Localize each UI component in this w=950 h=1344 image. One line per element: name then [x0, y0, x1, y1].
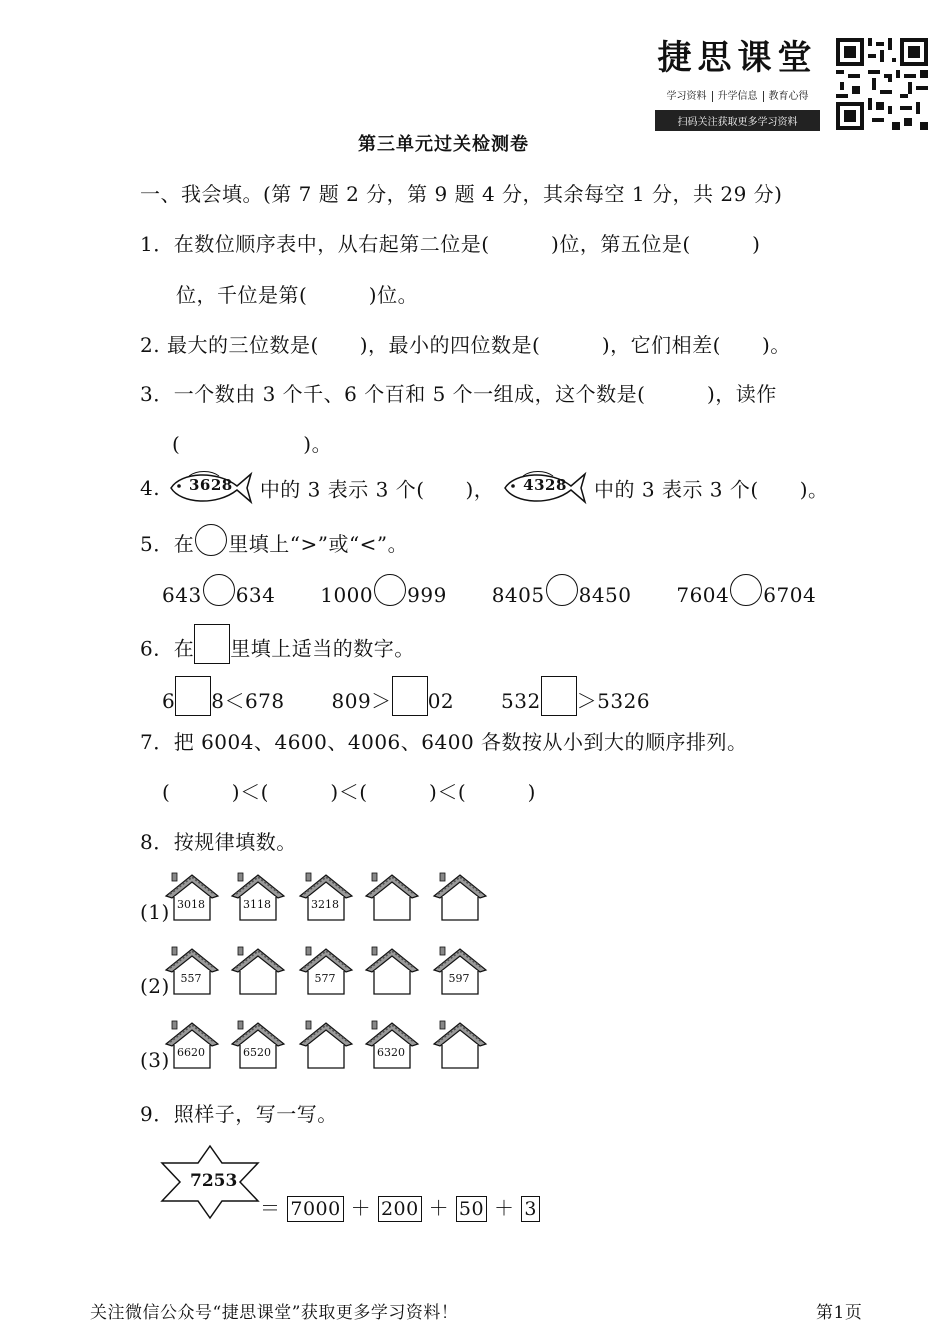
digit-item: [332, 689, 455, 713]
house-number: 557: [180, 972, 202, 985]
digit-left: 809＞: [331, 688, 392, 713]
digit-left: 532: [501, 688, 541, 713]
digit-box[interactable]: [175, 676, 211, 716]
fish-figure: [501, 466, 587, 510]
place-value-box: 50: [456, 1196, 487, 1222]
question-1-line-2: 位，千位是第( )位。: [176, 283, 419, 307]
question-5-items: [162, 580, 816, 612]
house-figure: [164, 870, 220, 926]
house-figure[interactable]: [298, 1018, 354, 1074]
house-figure: [432, 944, 488, 1000]
compare-right: 6704: [763, 582, 817, 607]
compare-circle[interactable]: [203, 574, 235, 606]
question-8-title: 8．按规律填数。: [140, 830, 297, 854]
house-number: 3218: [311, 898, 339, 911]
house-number: 6620: [177, 1046, 205, 1059]
star-number: 7253: [190, 1171, 238, 1191]
compare-left: 8405: [491, 582, 545, 607]
place-value-box: 7000: [287, 1196, 343, 1222]
question-3-line-2: ( )。: [172, 432, 333, 456]
place-value-box: 3: [521, 1196, 540, 1222]
house-figure[interactable]: [432, 870, 488, 926]
qr-code-icon: [836, 38, 928, 130]
question-9-title: 9．照样子，写一写。: [140, 1102, 338, 1126]
section-heading: 一、我会填。(第 7 题 2 分，第 9 题 4 分，其余每空 1 分，共 29 分): [140, 182, 783, 206]
question-5-title: [140, 528, 408, 562]
house-figure: [298, 870, 354, 926]
brand-tags: [655, 87, 820, 102]
question-4-number: 4.: [140, 476, 161, 500]
house-number: 3118: [243, 898, 271, 911]
star-figure: [160, 1144, 260, 1220]
compare-item: [676, 583, 816, 607]
compare-item: [320, 583, 447, 607]
house-row-label: (3): [140, 1048, 170, 1072]
question-6-post: 里填上适当的数字。: [230, 636, 415, 661]
plus-sign: ＋: [493, 1196, 515, 1220]
house-figure: [230, 870, 286, 926]
house-figure: [298, 944, 354, 1000]
question-9-equation: [260, 1192, 540, 1222]
compare-item: [492, 583, 632, 607]
house-figure: [164, 1018, 220, 1074]
plus-sign: ＋: [428, 1196, 450, 1220]
question-3-line-1: 3．一个数由 3 个千、6 个百和 5 个一组成，这个数是( )，读作: [140, 382, 777, 406]
circle-blank: [195, 524, 227, 556]
question-6-items: [162, 682, 650, 722]
brand-slogan: 扫码关注获取更多学习资料: [655, 110, 820, 131]
fish-figure: [167, 466, 253, 510]
house-number: 6320: [377, 1046, 405, 1059]
place-value-box: 200: [378, 1196, 422, 1222]
question-6-title: [140, 630, 415, 670]
house-number: 597: [448, 972, 470, 985]
footer-note: 关注微信公众号“捷思课堂”获取更多学习资料！: [90, 1303, 459, 1323]
brand-name: 捷思课堂: [657, 38, 818, 78]
question-4-part-1: 中的 3 表示 3 个( )，: [259, 477, 495, 502]
question-1-line-1: 1．在数位顺序表中，从右起第二位是( )位，第五位是( ): [140, 232, 761, 256]
brand-tag: 升学信息: [712, 91, 763, 102]
question-2: 2. 最大的三位数是( )，最小的四位数是( )，它们相差( )。: [140, 333, 791, 357]
digit-right: 02: [427, 688, 455, 713]
house-figure: [364, 1018, 420, 1074]
compare-left: 7604: [676, 582, 730, 607]
house-number: 577: [314, 972, 336, 985]
square-blank: [194, 624, 230, 664]
house-figure: [164, 944, 220, 1000]
house-row-label: (1): [140, 900, 170, 924]
digit-right: 8＜678: [211, 688, 285, 713]
digit-item: [501, 689, 650, 713]
compare-circle[interactable]: [374, 574, 406, 606]
document-title: 第三单元过关检测卷: [358, 134, 529, 155]
compare-right: 634: [235, 582, 276, 607]
plus-sign: ＋: [350, 1196, 372, 1220]
house-figure: [230, 1018, 286, 1074]
house-figure[interactable]: [364, 944, 420, 1000]
digit-right: ＞5326: [576, 688, 651, 713]
house-figure[interactable]: [432, 1018, 488, 1074]
compare-circle[interactable]: [730, 574, 762, 606]
house-number: 6520: [243, 1046, 271, 1059]
digit-left: 6: [162, 688, 176, 713]
house-row-label: (2): [140, 974, 170, 998]
brand-tag: 教育心得: [763, 91, 814, 102]
brand-header: [655, 30, 820, 131]
house-figure[interactable]: [230, 944, 286, 1000]
digit-item: [162, 689, 285, 713]
fish-number: 4328: [523, 476, 567, 494]
question-7-line-1: 7．把 6004、4600、4006、6400 各数按从小到大的顺序排列。: [140, 730, 748, 754]
compare-left: 643: [162, 582, 202, 607]
fish-number: 3628: [188, 476, 233, 494]
question-4-part-2: 中的 3 表示 3 个( )。: [594, 477, 829, 502]
house-number: 3018: [177, 898, 205, 911]
digit-box[interactable]: [392, 676, 428, 716]
compare-right: 999: [407, 582, 447, 607]
compare-right: 8450: [578, 582, 632, 607]
digit-box[interactable]: [541, 676, 577, 716]
house-figure[interactable]: [364, 870, 420, 926]
question-5-pre: 5．在: [140, 532, 195, 556]
brand-tag: 学习资料: [666, 91, 707, 102]
compare-circle[interactable]: [546, 574, 578, 606]
question-7-line-2: ( )＜( )＜( )＜( ): [162, 780, 536, 804]
question-5-post: 里填上“>”或“<”。: [228, 532, 409, 556]
question-6-pre: 6．在: [140, 636, 195, 661]
equals-sign: ＝: [260, 1196, 281, 1220]
question-4: [140, 466, 829, 510]
compare-item: [162, 583, 275, 607]
page-number: 第1页: [816, 1303, 863, 1323]
compare-left: 1000: [320, 582, 374, 607]
